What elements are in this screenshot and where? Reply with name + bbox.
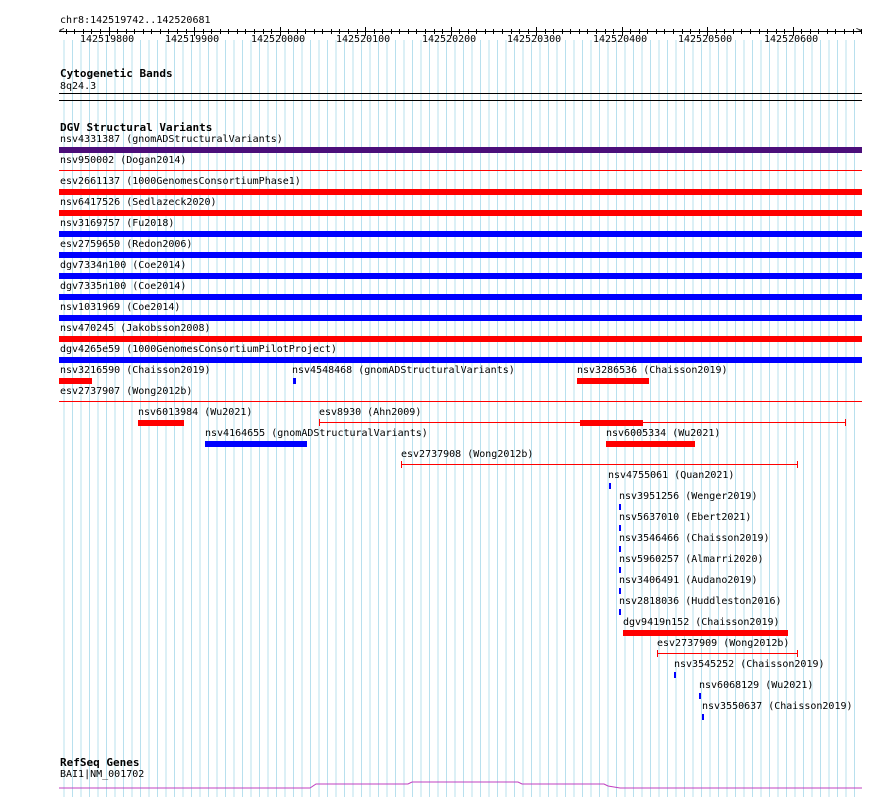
ruler-tick xyxy=(314,29,315,34)
variant-label[interactable]: nsv3216590 (Chaisson2019) xyxy=(60,365,211,376)
ruler-tick xyxy=(408,29,409,34)
variant-bar[interactable] xyxy=(59,294,862,300)
variant-label[interactable]: nsv3951256 (Wenger2019) xyxy=(619,491,758,502)
variant-line[interactable] xyxy=(401,464,798,465)
variant-label[interactable]: esv2737907 (Wong2012b) xyxy=(60,386,193,397)
variant-label[interactable]: dgv9419n152 (Chaisson2019) xyxy=(623,617,780,628)
refseq-track-title[interactable]: RefSeq Genes xyxy=(60,756,140,769)
ruler-tick xyxy=(664,29,665,34)
variant-end-tick xyxy=(657,650,658,657)
variant-label[interactable]: nsv3169757 (Fu2018) xyxy=(60,218,175,229)
variant-label[interactable]: dgv7334n100 (Coe2014) xyxy=(60,260,187,271)
ruler-tick xyxy=(656,29,657,34)
variant-bar[interactable] xyxy=(619,588,621,594)
variant-bar[interactable] xyxy=(59,336,862,342)
variant-end-tick xyxy=(319,419,320,426)
ruler-tick xyxy=(579,29,580,34)
ruler-label: 142520100 xyxy=(336,34,391,45)
gene-label[interactable]: BAI1|NM_001702 xyxy=(60,769,145,780)
variant-label[interactable]: esv2737909 (Wong2012b) xyxy=(657,638,790,649)
ruler-tick xyxy=(151,29,152,34)
ruler-tick xyxy=(502,29,503,34)
ruler-tick xyxy=(143,29,144,34)
ruler-tick xyxy=(245,29,246,34)
variant-bar[interactable] xyxy=(580,420,643,426)
variant-label[interactable]: esv2759650 (Redon2006) xyxy=(60,239,193,250)
variant-bar[interactable] xyxy=(699,693,701,699)
variant-label[interactable]: nsv3286536 (Chaisson2019) xyxy=(577,365,728,376)
variant-end-tick xyxy=(797,461,798,468)
variant-label[interactable]: nsv3545252 (Chaisson2019) xyxy=(674,659,825,670)
ruler-tick xyxy=(759,29,760,34)
ruler-tick xyxy=(399,29,400,34)
variant-bar[interactable] xyxy=(59,357,862,363)
variant-bar[interactable] xyxy=(702,714,704,720)
ruler-label: 142520600 xyxy=(764,34,819,45)
variant-bar[interactable] xyxy=(205,441,307,447)
variant-label[interactable]: nsv6013984 (Wu2021) xyxy=(138,407,253,418)
ruler-tick xyxy=(322,29,323,34)
ruler-tick xyxy=(220,29,221,34)
variant-label[interactable]: nsv4755061 (Quan2021) xyxy=(608,470,735,481)
variant-bar[interactable] xyxy=(59,252,862,258)
ruler-tick xyxy=(673,29,674,34)
variant-bar[interactable] xyxy=(619,546,621,552)
ruler-label: 142520200 xyxy=(422,34,477,45)
ruler-tick xyxy=(493,29,494,34)
variant-bar[interactable] xyxy=(138,420,184,426)
variant-label[interactable]: nsv5637010 (Ebert2021) xyxy=(619,512,752,523)
variant-end-tick xyxy=(401,461,402,468)
position-label: chr8:142519742..142520681 xyxy=(60,15,211,26)
variant-label[interactable]: dgv7335n100 (Coe2014) xyxy=(60,281,187,292)
variant-label[interactable]: nsv4548468 (gnomADStructuralVariants) xyxy=(292,365,515,376)
ruler-right-arrow-icon: > xyxy=(856,26,862,36)
variant-label[interactable]: nsv4331387 (gnomADStructuralVariants) xyxy=(60,134,283,145)
variant-line[interactable] xyxy=(59,401,862,402)
variant-bar[interactable] xyxy=(59,315,862,321)
ruler-tick xyxy=(562,29,563,34)
ruler-tick xyxy=(835,29,836,34)
ruler-tick xyxy=(844,29,845,34)
ruler-tick xyxy=(391,29,392,34)
variant-bar[interactable] xyxy=(59,189,862,195)
ruler-tick xyxy=(587,29,588,34)
ruler-tick xyxy=(853,29,854,34)
ruler-label: 142520300 xyxy=(507,34,562,45)
ruler-tick xyxy=(570,29,571,34)
variant-label[interactable]: nsv3550637 (Chaisson2019) xyxy=(702,701,853,712)
variant-label[interactable]: esv2661137 (1000GenomesConsortiumPhase1) xyxy=(60,176,301,187)
variant-bar[interactable] xyxy=(623,630,788,636)
cytoband-top-line xyxy=(59,93,862,94)
ruler-tick xyxy=(416,29,417,34)
variant-label[interactable]: esv8930 (Ahn2009) xyxy=(319,407,422,418)
variant-label[interactable]: nsv5960257 (Almarri2020) xyxy=(619,554,764,565)
ruler-tick xyxy=(66,29,67,34)
ruler-tick xyxy=(733,29,734,34)
variant-end-tick xyxy=(845,419,846,426)
ruler-tick xyxy=(741,29,742,34)
variant-label[interactable]: dgv4265e59 (1000GenomesConsortiumPilotProject) xyxy=(60,344,337,355)
variant-label[interactable]: nsv3546466 (Chaisson2019) xyxy=(619,533,770,544)
variant-bar[interactable] xyxy=(59,273,862,279)
variant-bar[interactable] xyxy=(59,147,862,153)
variant-bar[interactable] xyxy=(59,231,862,237)
variant-bar[interactable] xyxy=(619,504,621,510)
variant-line[interactable] xyxy=(657,653,798,654)
ruler-label: 142520000 xyxy=(251,34,306,45)
ruler-label: 142519800 xyxy=(80,34,135,45)
ruler-tick xyxy=(750,29,751,34)
variant-bar[interactable] xyxy=(59,210,862,216)
ruler-tick xyxy=(485,29,486,34)
variant-bar[interactable] xyxy=(606,441,695,447)
cytoband-bottom-line xyxy=(59,100,862,101)
variant-bar[interactable] xyxy=(674,672,676,678)
variant-label[interactable]: nsv1031969 (Coe2014) xyxy=(60,302,181,313)
ruler-tick xyxy=(861,29,862,34)
ruler-tick xyxy=(237,29,238,34)
variant-bar[interactable] xyxy=(619,609,621,615)
dgv-track-title[interactable]: DGV Structural Variants xyxy=(60,121,213,134)
ruler-tick xyxy=(74,29,75,34)
variant-label[interactable]: nsv6417526 (Sedlazeck2020) xyxy=(60,197,217,208)
ruler-label: 142520500 xyxy=(678,34,733,45)
variant-label[interactable]: nsv4164655 (gnomADStructuralVariants) xyxy=(205,428,428,439)
variant-label[interactable]: nsv470245 (Jakobsson2008) xyxy=(60,323,211,334)
gene-model[interactable] xyxy=(0,780,890,794)
variant-bar[interactable] xyxy=(293,378,296,384)
ruler-left-arrow-icon: < xyxy=(59,26,65,36)
cytoband-track-title[interactable]: Cytogenetic Bands xyxy=(60,67,173,80)
variant-bar[interactable] xyxy=(619,525,621,531)
variant-bar[interactable] xyxy=(59,378,92,384)
ruler-tick xyxy=(331,29,332,34)
variant-label[interactable]: nsv6068129 (Wu2021) xyxy=(699,680,814,691)
variant-label[interactable]: nsv6005334 (Wu2021) xyxy=(606,428,721,439)
ruler-label: 142519900 xyxy=(165,34,220,45)
variant-label[interactable]: nsv950002 (Dogan2014) xyxy=(60,155,187,166)
ruler-label: 142520400 xyxy=(593,34,648,45)
variant-bar[interactable] xyxy=(577,378,649,384)
variant-bar[interactable] xyxy=(609,483,611,489)
ruler-tick xyxy=(160,29,161,34)
variant-label[interactable]: nsv2818036 (Huddleston2016) xyxy=(619,596,782,607)
variant-label[interactable]: esv2737908 (Wong2012b) xyxy=(401,449,534,460)
cytoband-name[interactable]: 8q24.3 xyxy=(60,81,97,92)
ruler-tick xyxy=(228,29,229,34)
ruler-tick xyxy=(827,29,828,34)
variant-bar[interactable] xyxy=(619,567,621,573)
variant-label[interactable]: nsv3406491 (Audano2019) xyxy=(619,575,758,586)
variant-line[interactable] xyxy=(59,170,862,171)
variant-end-tick xyxy=(797,650,798,657)
